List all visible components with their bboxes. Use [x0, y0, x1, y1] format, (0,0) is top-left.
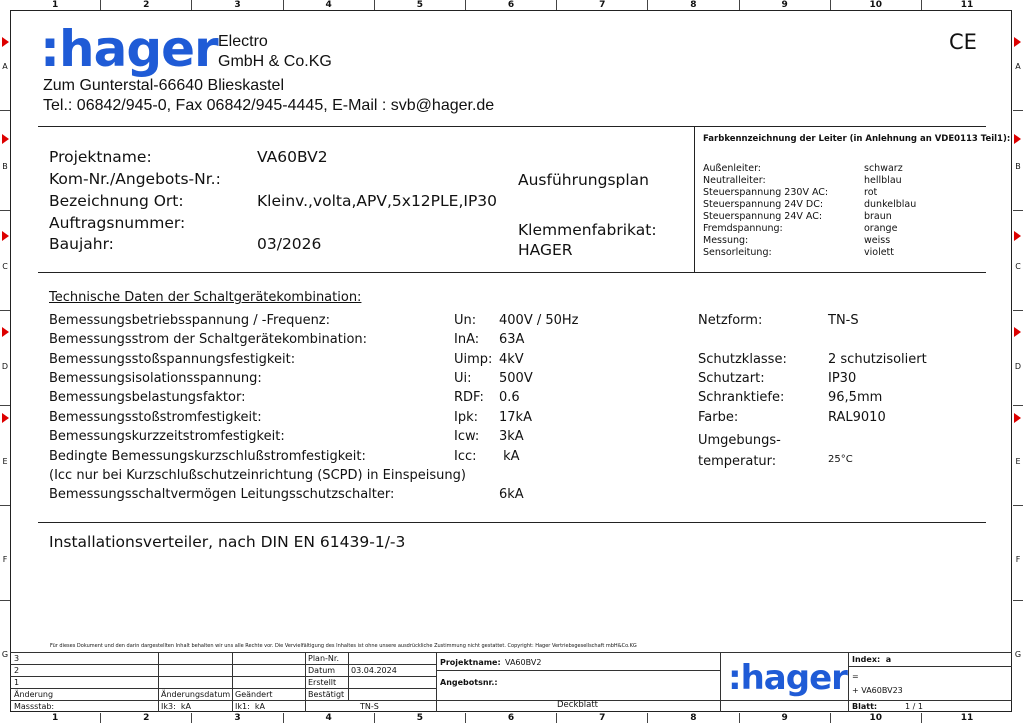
arrow-marker — [1014, 327, 1021, 337]
auftrag-label: Auftragsnummer: — [49, 214, 186, 232]
tech-label: Bemessungsisolationsspannung: — [49, 371, 262, 386]
row-d: D — [1014, 362, 1022, 371]
row-tick — [1013, 210, 1023, 211]
tb-line — [10, 676, 436, 677]
row-e: E — [2, 457, 8, 466]
ort-value: Kleinv.,volta,APV,5x12PLE,IP30 — [257, 192, 498, 210]
schutzart-value: IP30 — [828, 371, 857, 386]
tech-value: 3kA — [499, 429, 524, 444]
arrow-marker — [1014, 134, 1021, 144]
row-g: G — [1, 650, 9, 659]
tech-symbol: Uimp: — [454, 352, 493, 367]
cc-label: Steuerspannung 24V AC: — [703, 211, 823, 222]
cc-label: Steuerspannung 230V AC: — [703, 187, 829, 198]
komnr-label: Kom-Nr./Angebots-Nr.: — [49, 170, 221, 188]
tb-line — [720, 652, 721, 712]
col-1: 1 — [10, 0, 101, 10]
col-3: 3 — [192, 0, 283, 10]
rev-3: 3 — [14, 654, 20, 663]
tech-symbol: Ui: — [454, 371, 472, 386]
tb-projektname-value: VA60BV2 — [505, 658, 542, 667]
col-11: 11 — [960, 713, 974, 723]
separator — [38, 126, 986, 127]
datum-label: Datum — [308, 666, 336, 675]
projektname-value: VA60BV2 — [257, 148, 328, 166]
baujahr-label: Baujahr: — [49, 235, 114, 253]
row-b: B — [2, 162, 8, 171]
row-b: B — [1015, 162, 1021, 171]
klemmen-label: Klemmenfabrikat: — [518, 221, 657, 239]
col-4: 4 — [284, 713, 375, 723]
datum-value: 03.04.2024 — [351, 666, 397, 675]
col-1: 1 — [10, 713, 101, 723]
klemmen-value: HAGER — [518, 241, 573, 259]
tech-value: 0.6 — [499, 390, 520, 405]
schranktiefe-label: Schranktiefe: — [698, 390, 785, 405]
row-tick — [1013, 110, 1023, 111]
col-6: 6 — [466, 713, 557, 723]
row-c: C — [1015, 262, 1021, 271]
umgebung-label-2: temperatur: — [698, 454, 777, 469]
column-ruler-top — [10, 0, 1012, 10]
cc-label: Messung: — [703, 235, 749, 246]
col-10: 10 — [831, 713, 922, 723]
tech-label: Bemessungsbelastungsfaktor: — [49, 390, 246, 405]
schranktiefe-value: 96,5mm — [828, 390, 883, 405]
cc-label: Steuerspannung 24V DC: — [703, 199, 824, 210]
copyright-note: Für dieses Dokument und den darin dargestellten Inhalt behalten wir uns alle Rechte vor. Die Vervielfältigung des Inhaltes ist ohne unsere ausdrückliche Zustimmung nicht gestattet. Copyright: Hager Vertriebsgesellschaft mbH&Co.KG — [50, 643, 637, 649]
ik3-label: Ik3: kA — [161, 702, 191, 711]
arrow-marker — [2, 413, 9, 423]
blatt-label: Blatt: — [852, 702, 878, 711]
arrow-marker — [1014, 413, 1021, 423]
col-8: 8 — [648, 713, 739, 723]
col-6: 6 — [466, 0, 557, 10]
cc-value: braun — [864, 211, 892, 222]
netz-value: TN-S — [360, 702, 379, 711]
erstellt-label: Erstellt — [308, 678, 337, 687]
installation-text: Installationsverteiler, nach DIN EN 61439-1/-3 — [49, 533, 406, 551]
col-2: 2 — [101, 0, 192, 10]
tech-label: Bemessungskurzzeitstromfestigkeit: — [49, 429, 285, 444]
cc-value: rot — [864, 187, 878, 198]
massstab-label: Massstab: — [14, 702, 55, 711]
row-tick — [0, 505, 10, 506]
row-f: F — [2, 555, 8, 564]
color-coding-title: Farbkennzeichnung der Leiter (in Anlehnung an VDE0113 Teil1): — [703, 134, 1011, 144]
arrow-marker — [1014, 37, 1021, 47]
arrow-marker — [1014, 231, 1021, 241]
separator — [38, 522, 986, 523]
row-ruler-left — [0, 10, 10, 712]
scpd-note: (Icc nur bei Kurzschlußschutzeinrichtung (SCPD) in Einspeisung) — [49, 468, 466, 483]
tech-value: 400V / 50Hz — [499, 313, 579, 328]
tech-label: Bemessungsstrom der Schaltgerätekombination: — [49, 332, 368, 347]
aenderung-label: Änderung — [14, 690, 54, 699]
tech-label: Bemessungsstoßstromfestigkeit: — [49, 410, 262, 425]
cc-value: orange — [864, 223, 898, 234]
farbe-label: Farbe: — [698, 410, 739, 425]
hager-logo: :hager — [40, 20, 218, 78]
rev-2: 2 — [14, 666, 20, 675]
tb-projektname-label: Projektname: — [440, 658, 501, 667]
column-ruler-bottom — [10, 713, 1012, 723]
umgebung-label-1: Umgebungs- — [698, 433, 781, 448]
arrow-marker — [2, 231, 9, 241]
arrow-marker — [2, 37, 9, 47]
col-7: 7 — [557, 713, 648, 723]
cc-value: dunkelblau — [864, 199, 917, 210]
cc-label: Neutralleiter: — [703, 175, 766, 186]
separator — [38, 272, 986, 273]
col-7: 7 — [557, 0, 648, 10]
cc-label: Außenleiter: — [703, 163, 762, 174]
baujahr-value: 03/2026 — [257, 235, 322, 253]
aenderungsdatum-label: Änderungsdatum — [161, 690, 231, 699]
cc-value: schwarz — [864, 163, 903, 174]
row-a: A — [2, 62, 8, 71]
row-ruler-right — [1013, 10, 1023, 712]
projektname-label: Projektname: — [49, 148, 152, 166]
company-contact: Tel.: 06842/945-0, Fax 06842/945-4445, E-Mail : svb@hager.de — [43, 97, 495, 114]
row-a: A — [1015, 62, 1021, 71]
umgebung-value: 25°C — [828, 454, 853, 465]
arrow-marker — [2, 134, 9, 144]
tech-symbol: Icc: — [454, 449, 477, 464]
row-tick — [0, 600, 10, 601]
col-2: 2 — [101, 713, 192, 723]
tech-value: 4kV — [499, 352, 524, 367]
row-tick — [1013, 310, 1023, 311]
tb-line — [305, 652, 306, 712]
bestaetigt-label: Bestätigt — [308, 690, 345, 699]
arrow-marker — [2, 327, 9, 337]
col-11: 11 — [960, 0, 974, 10]
index-label: Index: a — [852, 655, 892, 664]
tb-line — [348, 652, 349, 700]
tb-line — [848, 666, 1012, 667]
blatt-value: 1 / 1 — [905, 702, 923, 711]
tb-border — [10, 652, 1012, 653]
cc-value: violett — [864, 247, 895, 258]
row-d: D — [1, 362, 9, 371]
tech-label: Bedingte Bemessungskurzschlußstromfestigkeit: — [49, 449, 366, 464]
schutzart-label: Schutzart: — [698, 371, 765, 386]
separator — [694, 126, 695, 272]
cc-label: Fremdspannung: — [703, 223, 783, 234]
row-tick — [1013, 505, 1023, 506]
netzform-label: Netzform: — [698, 313, 763, 328]
cc-label: Sensorleitung: — [703, 247, 772, 258]
col-9: 9 — [740, 0, 831, 10]
ls-label: Bemessungsschaltvermögen Leitungsschutzschalter: — [49, 487, 395, 502]
plan-nr-label: Plan-Nr. — [308, 654, 339, 663]
ort-label: Bezeichnung Ort: — [49, 192, 184, 210]
row-c: C — [2, 262, 8, 271]
tech-title: Technische Daten der Schaltgerätekombination: — [49, 290, 362, 305]
row-e: E — [1015, 457, 1021, 466]
geaendert-label: Geändert — [235, 690, 273, 699]
tech-label: Bemessungsstoßspannungsfestigkeit: — [49, 352, 296, 367]
hager-logo-small: :hager — [728, 658, 847, 698]
col-8: 8 — [648, 0, 739, 10]
plan-type: Ausführungsplan — [518, 171, 650, 189]
schutzklasse-value: 2 schutzisoliert — [828, 352, 927, 367]
col-3: 3 — [192, 713, 283, 723]
tb-line — [436, 670, 720, 671]
tech-symbol: Ipk: — [454, 410, 478, 425]
tb-line — [232, 652, 233, 712]
tech-symbol: RDF: — [454, 390, 484, 405]
row-g: G — [1014, 650, 1022, 659]
row-tick — [0, 310, 10, 311]
col-9: 9 — [740, 713, 831, 723]
row-tick — [1013, 600, 1023, 601]
cc-value: hellblau — [864, 175, 902, 186]
row-tick — [0, 210, 10, 211]
company-line2: GmbH & Co.KG — [218, 53, 332, 70]
cc-value: weiss — [864, 235, 891, 246]
ik1-label: Ik1: kA — [235, 702, 265, 711]
netzform-value: TN-S — [828, 313, 859, 328]
plus-designation: + VA60BV23 — [852, 686, 903, 695]
tech-value: 500V — [499, 371, 533, 386]
col-4: 4 — [284, 0, 375, 10]
col-5: 5 — [375, 0, 466, 10]
row-tick — [1013, 405, 1023, 406]
farbe-value: RAL9010 — [828, 410, 886, 425]
row-tick — [0, 110, 10, 111]
tech-value: 17kA — [499, 410, 532, 425]
tb-angebotsnr-label: Angebotsnr.: — [440, 678, 498, 687]
tb-line — [158, 652, 159, 712]
ls-value: 6kA — [499, 487, 524, 502]
schutzklasse-label: Schutzklasse: — [698, 352, 787, 367]
tb-line — [10, 700, 1012, 701]
row-f: F — [1015, 555, 1021, 564]
tb-line — [436, 652, 437, 712]
tb-deckblatt: Deckblatt — [557, 700, 599, 710]
col-5: 5 — [375, 713, 466, 723]
tech-symbol: Icw: — [454, 429, 480, 444]
tb-line — [10, 664, 436, 665]
ce-mark: CE — [949, 30, 977, 54]
rev-1: 1 — [14, 678, 20, 687]
tb-line — [848, 652, 849, 712]
row-tick — [0, 405, 10, 406]
company-line1: Electro — [218, 33, 268, 50]
tech-symbol: Un: — [454, 313, 477, 328]
company-address: Zum Gunterstal-66640 Blieskastel — [43, 77, 284, 94]
tb-line — [10, 688, 436, 689]
equals-mark: = — [852, 672, 859, 681]
tech-label: Bemessungsbetriebsspannung / -Frequenz: — [49, 313, 331, 328]
col-10: 10 — [831, 0, 922, 10]
tech-value: kA — [499, 449, 520, 464]
tech-value: 63A — [499, 332, 525, 347]
tech-symbol: InA: — [454, 332, 480, 347]
